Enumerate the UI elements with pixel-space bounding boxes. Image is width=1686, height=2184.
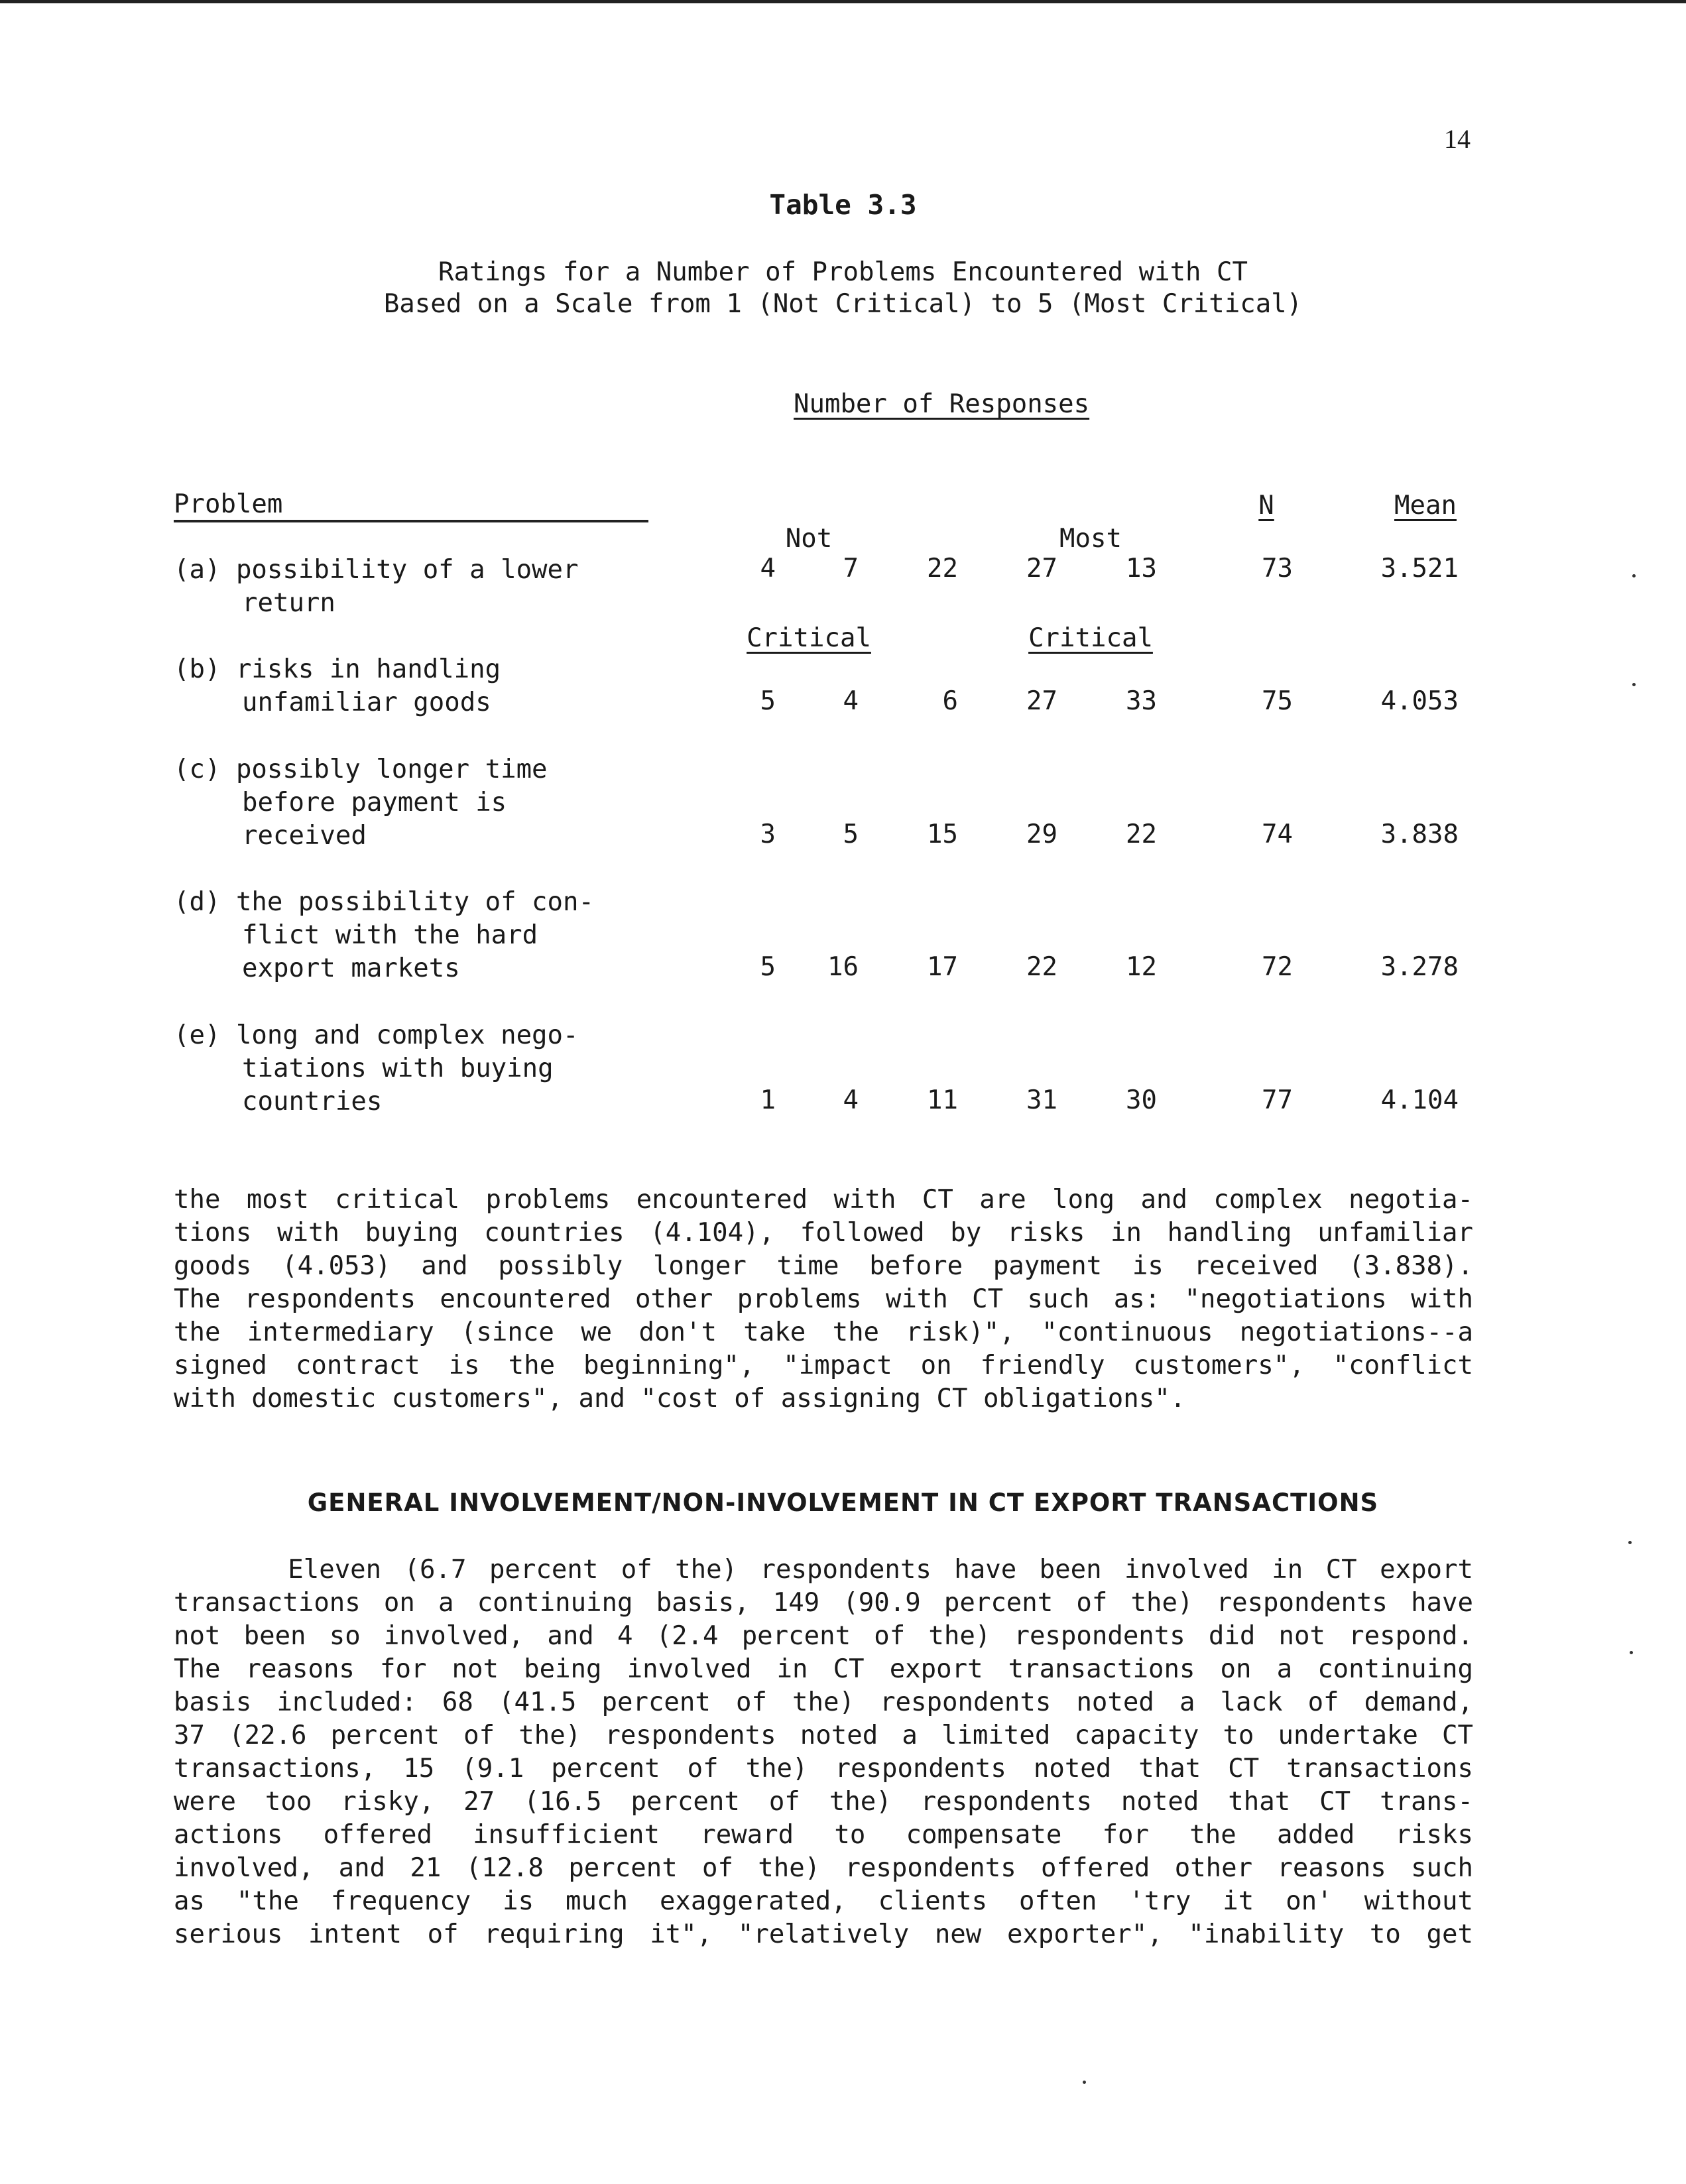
- page-number: 14: [1444, 124, 1471, 154]
- scan-speck: [1632, 574, 1636, 577]
- problem-header-rule: [174, 520, 648, 522]
- paragraph-line: were too risky, 27 (16.5 percent of the) respondents noted that CT trans-: [174, 1787, 1473, 1817]
- number-of-responses-header: Number of Responses: [794, 389, 1090, 419]
- scan-speck: [1632, 683, 1636, 686]
- body-paragraph-1: [174, 1183, 1473, 1416]
- paragraph-line: the most critical problems encountered with CT are long and complex negotia-: [174, 1185, 1473, 1215]
- row-text: return: [242, 588, 335, 618]
- paragraph-line: transactions on a continuing basis, 149 (90.9 percent of the) respondents have: [174, 1588, 1473, 1618]
- row-prefix: (a): [174, 555, 221, 585]
- table-cell: 16: [827, 952, 859, 982]
- scan-speck: [1083, 2081, 1086, 2084]
- most-critical-line1: Most: [1059, 524, 1122, 554]
- table-cell: 7: [843, 554, 859, 583]
- table-cell: 12: [1126, 952, 1157, 982]
- row-text: received: [242, 821, 367, 851]
- row-text: possibility of a lower: [235, 555, 579, 585]
- section-heading: GENERAL INVOLVEMENT/NON-INVOLVEMENT IN CT EXPORT TRANSACTIONS: [307, 1488, 1379, 1517]
- paragraph-line: involved, and 21 (12.8 percent of the) respondents offered other reasons such: [174, 1853, 1473, 1883]
- table-cell: 15: [927, 819, 958, 849]
- row-prefix: (e): [174, 1020, 221, 1050]
- paragraph-line: the intermediary (since we don't take the risk)", "continuous negotiations--a: [174, 1317, 1473, 1347]
- table-cell: 22: [1026, 952, 1057, 982]
- table-cell: 5: [760, 686, 776, 716]
- table-row-e-label: [174, 1019, 579, 1119]
- n-header: N: [1258, 491, 1274, 520]
- table-cell: 22: [927, 554, 958, 583]
- row-text: flict with the hard: [242, 920, 538, 950]
- table-cell: 4: [843, 686, 859, 716]
- table-cell: 29: [1026, 819, 1057, 849]
- table-cell-n: 74: [1262, 819, 1293, 849]
- table-row-a-label: [174, 554, 579, 620]
- paragraph-line: serious intent of requiring it", "relatively new exporter", "inability to get: [174, 1919, 1473, 1949]
- table-cell: 13: [1126, 554, 1157, 583]
- table-cell: 22: [1126, 819, 1157, 849]
- row-text: the possibility of con-: [235, 887, 594, 917]
- scan-speck: [1630, 1651, 1633, 1654]
- table-cell-n: 72: [1262, 952, 1293, 982]
- paragraph-line: The respondents encountered other problems with CT such as: "negotiations with: [174, 1284, 1473, 1314]
- not-critical-line1: Not: [785, 524, 833, 554]
- table-cell-n: 77: [1262, 1085, 1293, 1115]
- mean-header: Mean: [1394, 491, 1457, 520]
- row-prefix: (c): [174, 755, 221, 784]
- paragraph-line: 37 (22.6 percent of the) respondents noted a limited capacity to undertake CT: [174, 1721, 1473, 1750]
- table-cell-mean: 4.104: [1380, 1085, 1459, 1115]
- table-cell: 3: [760, 819, 776, 849]
- table-cell: 27: [1026, 686, 1057, 716]
- body-paragraph-2: [174, 1553, 1473, 1951]
- table-cell: 5: [760, 952, 776, 982]
- paragraph-line: signed contract is the beginning", "impact on friendly customers", "conflict: [174, 1351, 1473, 1380]
- scan-speck: [1628, 1541, 1632, 1544]
- not-critical-line2: Critical: [747, 623, 871, 653]
- table-cell: 31: [1026, 1085, 1057, 1115]
- row-text: before payment is: [242, 788, 507, 818]
- paragraph-line: Eleven (6.7 percent of the) respondents have been involved in CT export: [174, 1555, 1473, 1585]
- row-text: risks in handling: [235, 654, 501, 684]
- table-cell-mean: 3.278: [1380, 952, 1459, 982]
- table-cell-n: 73: [1262, 554, 1293, 583]
- table-cell: 4: [843, 1085, 859, 1115]
- row-text: tiations with buying: [242, 1054, 554, 1083]
- row-text: export markets: [242, 953, 460, 983]
- paragraph-line: basis included: 68 (41.5 percent of the) respondents noted a lack of demand,: [174, 1687, 1473, 1717]
- table-cell: 33: [1126, 686, 1157, 716]
- table-cell-n: 75: [1262, 686, 1293, 716]
- top-border: [0, 0, 1686, 3]
- table-cell: 17: [927, 952, 958, 982]
- table-cell: 11: [927, 1085, 958, 1115]
- paragraph-line: tions with buying countries (4.104), followed by risks in handling unfamiliar: [174, 1218, 1473, 1248]
- table-cell: 6: [942, 686, 958, 716]
- most-critical-line2: Critical: [1028, 623, 1153, 653]
- table-cell: 30: [1126, 1085, 1157, 1115]
- table-row-d-label: [174, 886, 594, 985]
- row-text: possibly longer time: [235, 755, 548, 784]
- paragraph-line: transactions, 15 (9.1 percent of the) respondents noted that CT transactions: [174, 1754, 1473, 1784]
- table-title: Table 3.3: [769, 189, 917, 221]
- row-text: long and complex nego-: [235, 1020, 579, 1050]
- table-cell: 4: [760, 554, 776, 583]
- row-text: unfamiliar goods: [242, 688, 491, 717]
- table-cell-mean: 3.521: [1380, 554, 1459, 583]
- row-text: countries: [242, 1087, 383, 1117]
- table-cell-mean: 4.053: [1380, 686, 1459, 716]
- row-prefix: (b): [174, 654, 221, 684]
- table-row-b-label: [174, 653, 501, 719]
- table-cell: 1: [760, 1085, 776, 1115]
- paragraph-line: The reasons for not being involved in CT export transactions on a continuing: [174, 1654, 1473, 1684]
- table-subtitle-line1: Ratings for a Number of Problems Encountered with CT: [438, 257, 1248, 287]
- row-prefix: (d): [174, 887, 221, 917]
- table-row-c-label: [174, 753, 548, 853]
- table-cell: 27: [1026, 554, 1057, 583]
- table-cell: 5: [843, 819, 859, 849]
- paragraph-line: actions offered insufficient reward to compensate for the added risks: [174, 1820, 1473, 1850]
- paragraph-line: goods (4.053) and possibly longer time before payment is received (3.838).: [174, 1251, 1473, 1281]
- paragraph-line: as "the frequency is much exaggerated, clients often 'try it on' without: [174, 1886, 1473, 1916]
- problem-header: Problem: [174, 489, 283, 519]
- paragraph-line: not been so involved, and 4 (2.4 percent of the) respondents did not respond.: [174, 1621, 1473, 1651]
- table-subtitle-line2: Based on a Scale from 1 (Not Critical) to 5 (Most Critical): [383, 289, 1303, 319]
- paragraph-line: with domestic customers", and "cost of assigning CT obligations".: [174, 1384, 1186, 1414]
- table-cell-mean: 3.838: [1380, 819, 1459, 849]
